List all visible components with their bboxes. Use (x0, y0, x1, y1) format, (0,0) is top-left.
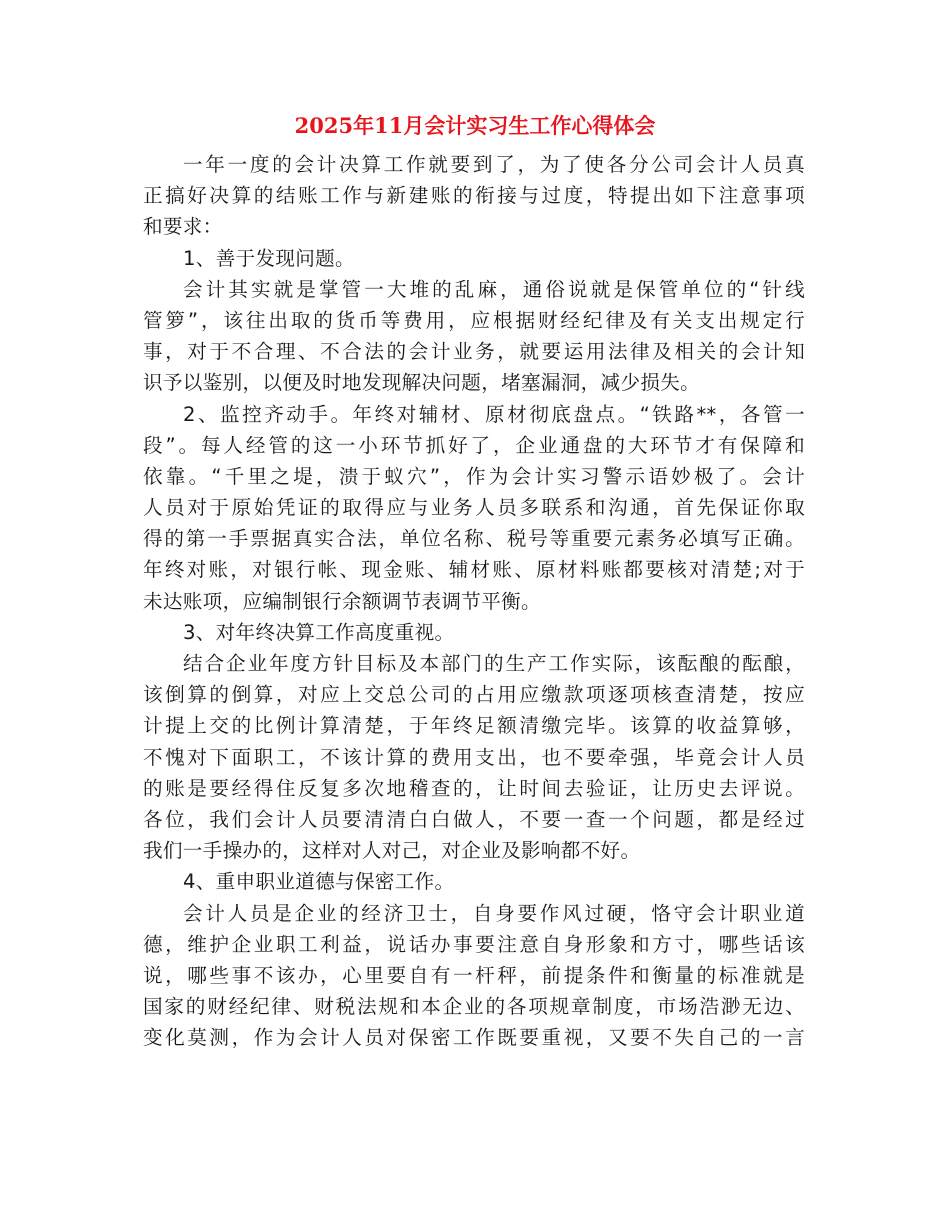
text-line: 该倒算的倒算，对应上交总公司的占用应缴款项逐项核查清楚，按应 (143, 683, 805, 707)
text-line: 段”。每人经管的这一小环节抓好了，企业通盘的大环节才有保障和 (143, 433, 805, 457)
document-body (143, 149, 805, 1053)
text-line: 3、对年终决算工作高度重视。 (183, 620, 455, 644)
text-line: 人员对于原始凭证的取得应与业务人员多联系和沟通，首先保证你取 (143, 496, 805, 520)
text-line: 管箩”，该往出取的货币等费用，应根据财经纪律及有关支出规定行 (143, 308, 805, 332)
text-line: 德，维护企业职工利益，说话办事要注意自身形象和方寸，哪些话该 (143, 932, 805, 956)
text-line: 4、重申职业道德与保密工作。 (183, 870, 455, 894)
text-line: 说，哪些事不该办，心里要自有一杆秤，前提条件和衡量的标准就是 (143, 963, 805, 987)
text-line: 正搞好决算的结账工作与新建账的衔接与过度，特提出如下注意事项 (143, 184, 805, 208)
text-line: 会计其实就是掌管一大堆的乱麻，通俗说就是保管单位的“针线 (183, 277, 805, 301)
text-line: 不愧对下面职工，不该计算的费用支出，也不要牵强，毕竟会计人员 (143, 745, 805, 769)
text-line: 和要求： (143, 215, 223, 239)
text-line: 变化莫测，作为会计人员对保密工作既要重视，又要不失自己的一言 (143, 1026, 805, 1050)
text-line: 各位，我们会计人员要清清白白做人，不要一查一个问题，都是经过 (143, 807, 805, 831)
text-line: 年终对账，对银行帐、现金账、辅材账、原材料账都要核对清楚;对于 (143, 558, 805, 582)
text-line: 1、善于发现问题。 (183, 246, 355, 270)
text-line: 我们一手操办的，这样对人对己，对企业及影响都不好。 (143, 839, 641, 863)
text-line: 事，对于不合理、不合法的会计业务，就要运用法律及相关的会计知 (143, 340, 805, 364)
text-line: 一年一度的会计决算工作就要到了，为了使各分公司会计人员真 (183, 153, 805, 176)
text-line: 识予以鉴别，以便及时地发现解决问题，堵塞漏洞，减少损失。 (143, 371, 701, 395)
text-line: 未达账项，应编制银行余额调节表调节平衡。 (143, 589, 541, 613)
text-line: 2、监控齐动手。年终对辅材、原材彻底盘点。“铁路**，各管一 (183, 402, 805, 426)
text-line: 结合企业年度方针目标及本部门的生产工作实际，该酝酿的酝酿， (183, 652, 805, 675)
text-line: 得的第一手票据真实合法，单位名称、税号等重要元素务必填写正确。 (143, 527, 805, 551)
text-line: 会计人员是企业的经济卫士，自身要作风过硬，恪守会计职业道 (183, 901, 805, 925)
text-line: 依靠。“千里之堤，溃于蚁穴”，作为会计实习警示语妙极了。会计 (143, 464, 805, 488)
text-line: 的账是要经得住反复多次地稽查的，让时间去验证，让历史去评说。 (143, 776, 805, 800)
text-line: 计提上交的比例计算清楚，于年终足额清缴完毕。该算的收益算够， (143, 714, 805, 738)
text-line: 国家的财经纪律、财税法规和本企业的各项规章制度，市场浩渺无边、 (143, 995, 805, 1019)
document-title: 2025年11月会计实习生工作心得体会 (294, 113, 656, 138)
